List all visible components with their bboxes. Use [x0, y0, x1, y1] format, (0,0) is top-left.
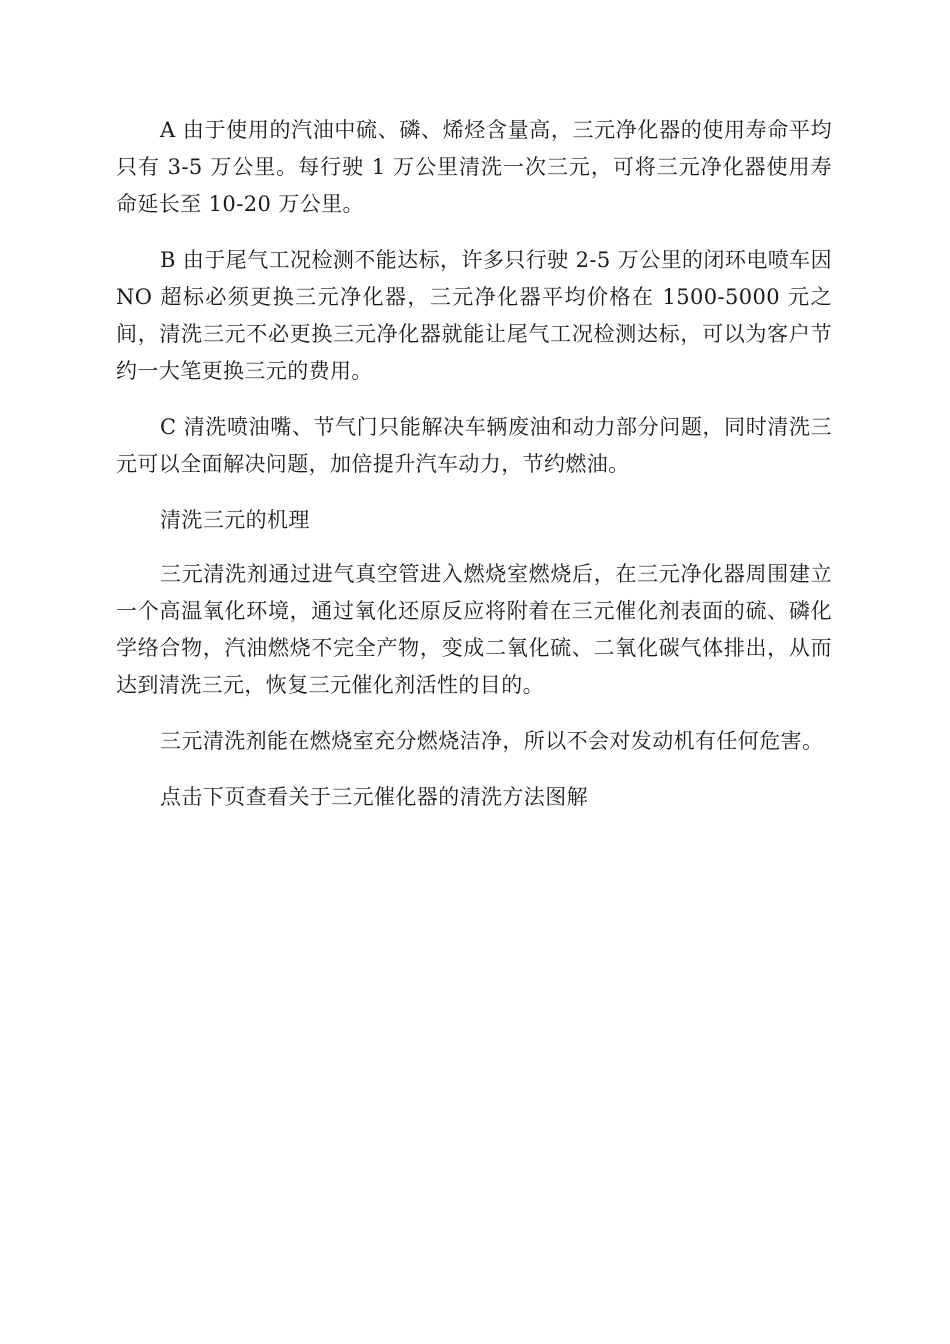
document-body — [116, 112, 832, 835]
paragraph-b: B 由于尾气工况检测不能达标，许多只行驶 2-5 万公里的闭环电喷车因 NO 超标必须更换三元净化器，三元净化器平均价格在 1500-5000 元之间，清洗三元不必更换三元净化器就能让尾气工况检测达标，可以为客户节约一大笔更换三元的费用。 — [116, 248, 832, 383]
paragraph-c: C 清洗喷油嘴、节气门只能解决车辆废油和动力部分问题，同时清洗三元可以全面解决问题，加倍提升汽车动力，节约燃油。 — [116, 415, 832, 476]
paragraph-safety: 三元清洗剂能在燃烧室充分燃烧洁净，所以不会对发动机有任何危害。 — [160, 729, 824, 753]
paragraph-mechanism: 三元清洗剂通过进气真空管进入燃烧室燃烧后，在三元净化器周围建立一个高温氧化环境，通过氧化还原反应将附着在三元催化剂表面的硫、磷化学络合物，汽油燃烧不完全产物，变成二氧化硫、二氧化碳气体排出，从而达到清洗三元，恢复三元催化剂活性的目的。 — [116, 562, 832, 697]
next-page-hint: 点击下页查看关于三元催化器的清洗方法图解 — [160, 785, 588, 809]
section-heading-mechanism: 清洗三元的机理 — [160, 508, 310, 532]
paragraph-a: A 由于使用的汽油中硫、磷、烯烃含量高，三元净化器的使用寿命平均只有 3-5 万公里。每行驶 1 万公里清洗一次三元，可将三元净化器使用寿命延长至 10-20 万公里。 — [116, 118, 832, 216]
